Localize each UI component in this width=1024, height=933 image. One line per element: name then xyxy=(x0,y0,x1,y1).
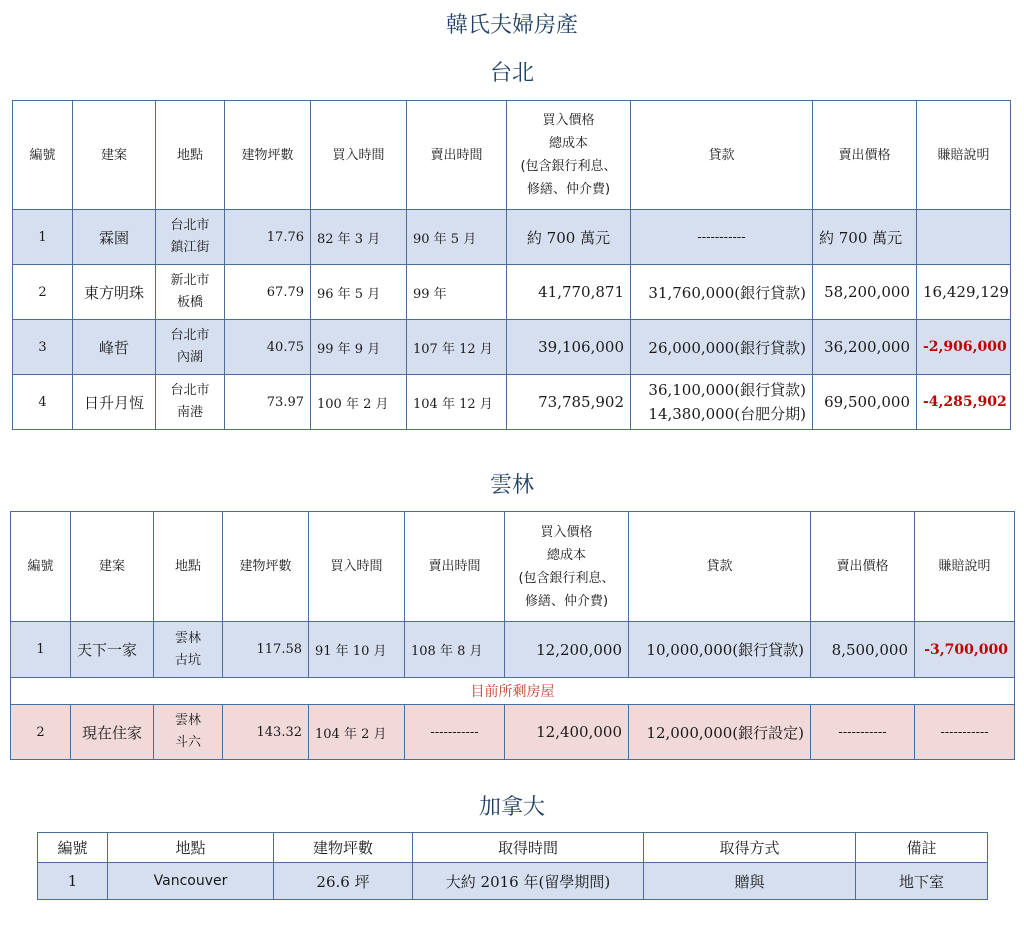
taipei-table xyxy=(12,100,1011,430)
col-header: 賣出時間 xyxy=(407,101,507,210)
location-line: 內湖 xyxy=(176,350,203,365)
cell-buy-date: 91 年 10 月 xyxy=(309,622,405,678)
table-header-row xyxy=(11,512,1015,622)
col-header: 編號 xyxy=(38,833,108,863)
cell-area: 117.58 xyxy=(223,622,309,678)
location-line: 台北市 xyxy=(170,328,210,343)
cell-location xyxy=(154,622,223,678)
cell-acquire-time: 大約 2016 年(留學期間) xyxy=(413,863,644,900)
col-header: 建案 xyxy=(71,512,154,622)
col-header: 地點 xyxy=(156,101,225,210)
header-line: 買入價格 xyxy=(540,524,593,540)
yunlin-table xyxy=(10,511,1015,760)
cell-area: 73.97 xyxy=(225,375,311,430)
cell-sale: ----------- xyxy=(811,705,915,760)
cell-loan: 31,760,000(銀行貸款) xyxy=(631,265,813,320)
cell-area: 17.76 xyxy=(225,210,311,265)
location-line: 台北市 xyxy=(170,383,210,398)
cell-sale: 約 700 萬元 xyxy=(813,210,917,265)
cell-no: 3 xyxy=(13,320,73,375)
header-line: 總成本 xyxy=(548,136,588,151)
location-line: 斗六 xyxy=(174,735,201,750)
loan-line: 14,380,000(台肥分期) xyxy=(648,405,806,423)
cell-project: 天下一家 xyxy=(71,622,154,678)
col-header-cost xyxy=(507,101,631,210)
cell-sell-date: 108 年 8 月 xyxy=(405,622,505,678)
col-header-cost xyxy=(505,512,629,622)
cell-project: 東方明珠 xyxy=(73,265,156,320)
cell-area: 143.32 xyxy=(223,705,309,760)
col-header: 取得時間 xyxy=(413,833,644,863)
cell-sell-date: 104 年 12 月 xyxy=(407,375,507,430)
cell-sale: 36,200,000 xyxy=(813,320,917,375)
cell-project: 霖園 xyxy=(73,210,156,265)
header-line: 總成本 xyxy=(546,547,586,563)
section-heading-yunlin: 雲林 xyxy=(489,473,534,498)
header-line: (包含銀行利息、 xyxy=(520,159,617,174)
cell-loan: 26,000,000(銀行貸款) xyxy=(631,320,813,375)
cell-loan: 10,000,000(銀行貸款) xyxy=(629,622,811,678)
location-line: 古坑 xyxy=(174,652,201,668)
col-header: 買入時間 xyxy=(311,101,407,210)
cell-sale: 8,500,000 xyxy=(811,622,915,678)
section-heading-taipei: 台北 xyxy=(489,61,534,86)
cell-profit-loss: ----------- xyxy=(915,705,1015,760)
location-line: 台北市 xyxy=(170,218,210,233)
col-header: 賣出價格 xyxy=(813,101,917,210)
col-header: 取得方式 xyxy=(644,833,856,863)
cell-sell-date: 90 年 5 月 xyxy=(407,210,507,265)
header-line: (包含銀行利息、 xyxy=(518,570,615,586)
cell-profit-loss: -2,906,000 xyxy=(917,320,1011,375)
notice-row xyxy=(11,678,1015,705)
cell-acquire-method: 贈與 xyxy=(644,863,856,900)
cell-sell-date: 99 年 xyxy=(407,265,507,320)
col-header: 賺賠說明 xyxy=(915,512,1015,622)
cell-loan: ----------- xyxy=(631,210,813,265)
cell-profit-loss: -3,700,000 xyxy=(915,622,1015,678)
cell-location xyxy=(154,705,223,760)
page-title: 韓氏夫婦房產 xyxy=(445,13,578,38)
cell-cost: 73,785,902 xyxy=(507,375,631,430)
cell-no: 4 xyxy=(13,375,73,430)
cell-location xyxy=(156,265,225,320)
cell-profit-loss: -4,285,902 xyxy=(917,375,1011,430)
col-header: 備註 xyxy=(856,833,988,863)
cell-project: 峰哲 xyxy=(73,320,156,375)
cell-profit-loss xyxy=(917,210,1011,265)
cell-area: 26.6 坪 xyxy=(274,863,413,900)
location-line: 雲林 xyxy=(174,630,201,646)
cell-location xyxy=(156,320,225,375)
col-header: 地點 xyxy=(108,833,274,863)
header-line: 修繕、仲介費) xyxy=(526,182,611,197)
cell-area: 67.79 xyxy=(225,265,311,320)
col-header: 編號 xyxy=(11,512,71,622)
col-header: 建物坪數 xyxy=(223,512,309,622)
cell-buy-date: 99 年 9 月 xyxy=(311,320,407,375)
cell-no: 1 xyxy=(13,210,73,265)
cell-loan xyxy=(631,375,813,430)
col-header: 地點 xyxy=(154,512,223,622)
col-header: 貸款 xyxy=(631,101,813,210)
header-line: 買入價格 xyxy=(542,113,595,128)
table-row xyxy=(11,705,1015,760)
cell-location: Vancouver xyxy=(108,863,274,900)
col-header: 建物坪數 xyxy=(274,833,413,863)
col-header: 賺賠說明 xyxy=(917,101,1011,210)
cell-buy-date: 104 年 2 月 xyxy=(309,705,405,760)
cell-location xyxy=(156,210,225,265)
cell-area: 40.75 xyxy=(225,320,311,375)
loan-line: 36,100,000(銀行貸款) xyxy=(648,381,806,399)
table-row xyxy=(13,210,1011,265)
cell-no: 2 xyxy=(11,705,71,760)
cell-no: 1 xyxy=(11,622,71,678)
location-line: 雲林 xyxy=(174,713,201,728)
cell-project: 日升月恆 xyxy=(73,375,156,430)
cell-note: 地下室 xyxy=(856,863,988,900)
cell-loan: 12,000,000(銀行設定) xyxy=(629,705,811,760)
col-header: 建案 xyxy=(73,101,156,210)
cell-no: 1 xyxy=(38,863,108,900)
canada-table xyxy=(37,832,988,900)
table-row xyxy=(38,863,988,900)
remaining-houses-label: 目前所剩房屋 xyxy=(11,678,1015,705)
col-header: 編號 xyxy=(13,101,73,210)
col-header: 買入時間 xyxy=(309,512,405,622)
cell-sell-date: ----------- xyxy=(405,705,505,760)
table-row xyxy=(11,622,1015,678)
location-line: 板橋 xyxy=(176,295,203,310)
cell-buy-date: 82 年 3 月 xyxy=(311,210,407,265)
section-heading-canada: 加拿大 xyxy=(478,795,545,820)
col-header: 賣出價格 xyxy=(811,512,915,622)
cell-buy-date: 100 年 2 月 xyxy=(311,375,407,430)
col-header: 建物坪數 xyxy=(225,101,311,210)
location-line: 新北市 xyxy=(170,273,210,288)
cell-sale: 58,200,000 xyxy=(813,265,917,320)
cell-cost: 12,400,000 xyxy=(505,705,629,760)
table-row xyxy=(13,375,1011,430)
col-header: 貸款 xyxy=(629,512,811,622)
cell-profit-loss: 16,429,129 xyxy=(917,265,1011,320)
table-row xyxy=(13,320,1011,375)
cell-sale: 69,500,000 xyxy=(813,375,917,430)
cell-location xyxy=(156,375,225,430)
col-header: 賣出時間 xyxy=(405,512,505,622)
table-header-row xyxy=(38,833,988,863)
cell-buy-date: 96 年 5 月 xyxy=(311,265,407,320)
cell-sell-date: 107 年 12 月 xyxy=(407,320,507,375)
table-header-row xyxy=(13,101,1011,210)
header-line: 修繕、仲介費) xyxy=(524,593,609,609)
location-line: 鎮江街 xyxy=(170,240,210,255)
cell-no: 2 xyxy=(13,265,73,320)
cell-project: 現在住家 xyxy=(71,705,154,760)
location-line: 南港 xyxy=(176,405,203,420)
table-row xyxy=(13,265,1011,320)
cell-cost: 41,770,871 xyxy=(507,265,631,320)
cell-cost: 約 700 萬元 xyxy=(507,210,631,265)
cell-cost: 39,106,000 xyxy=(507,320,631,375)
cell-cost: 12,200,000 xyxy=(505,622,629,678)
